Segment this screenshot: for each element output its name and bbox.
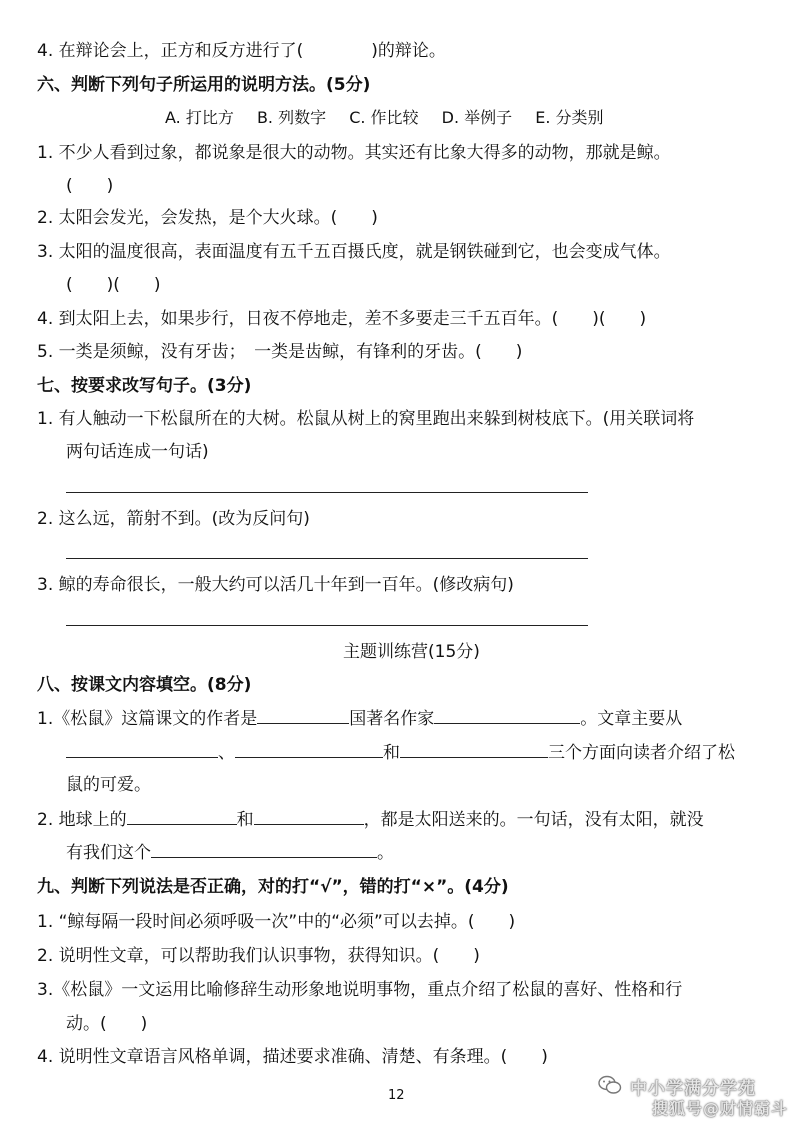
s8-item-1-cont bbox=[66, 741, 735, 764]
author-name-blank[interactable] bbox=[434, 707, 580, 724]
s6-item-3-answer[interactable]: ( )( ) bbox=[66, 275, 161, 295]
option-d: D. 举例子 bbox=[441, 108, 513, 127]
s9-item-4: 4. 说明性文章语言风格单调，描述要求准确、清楚、有条理。( ) bbox=[37, 1047, 548, 1067]
s8-2-text-b: ，都是太阳送来的。一句话，没有太阳，就没 bbox=[363, 810, 704, 830]
s8-1-sep-b: 和 bbox=[383, 743, 400, 763]
earth-blank-2[interactable] bbox=[254, 808, 364, 825]
question-5-4: 4. 在辩论会上，正方和反方进行了( )的辩论。 bbox=[37, 41, 446, 61]
watermark-line-1: 中小学满分学苑 bbox=[630, 1079, 756, 1099]
s8-1-sep-a: 、 bbox=[218, 743, 235, 763]
s6-item-1: 1. 不少人看到过象，都说象是很大的动物。其实还有比象大得多的动物，那就是鲸。 bbox=[37, 143, 671, 163]
option-e: E. 分类别 bbox=[535, 108, 604, 127]
option-c: C. 作比较 bbox=[349, 108, 419, 127]
aspect-blank-3[interactable] bbox=[400, 741, 548, 758]
option-b: B. 列数字 bbox=[256, 108, 327, 127]
section-7-title: 七、按要求改写句子。(3分) bbox=[37, 376, 252, 396]
earth-blank-1[interactable] bbox=[127, 808, 237, 825]
theme-camp-title: 主题训练营(15分) bbox=[343, 642, 480, 662]
section-6-title: 六、判断下列句子所运用的说明方法。(5分) bbox=[37, 75, 371, 95]
option-a: A. 打比方 bbox=[165, 108, 234, 127]
s9-item-2: 2. 说明性文章，可以帮助我们认识事物，获得知识。( ) bbox=[37, 946, 480, 966]
s6-item-3: 3. 太阳的温度很高，表面温度有五千五百摄氏度，就是钢铁碰到它，也会变成气体。 bbox=[37, 242, 671, 262]
s7-item-1: 1. 有人触动一下松鼠所在的大树。松鼠从树上的窝里跑出来躲到树枝底下。(用关联词将 bbox=[37, 409, 695, 429]
s8-1-text-a: 1.《松鼠》这篇课文的作者是 bbox=[37, 709, 258, 729]
s8-2-text-c: 有我们这个 bbox=[66, 843, 151, 863]
s7-answer-line-1[interactable] bbox=[66, 492, 588, 493]
s6-item-5: 5. 一类是须鲸，没有牙齿； 一类是齿鲸，有锋利的牙齿。( ) bbox=[37, 342, 523, 362]
s8-item-2-cont bbox=[66, 841, 394, 864]
s9-item-3-cont: 动。( ) bbox=[66, 1014, 148, 1034]
section-6-options bbox=[165, 107, 622, 129]
aspect-blank-2[interactable] bbox=[235, 741, 383, 758]
s9-item-3: 3.《松鼠》一文运用比喻修辞生动形象地说明事物，重点介绍了松鼠的喜好、性格和行 bbox=[37, 980, 683, 1000]
s9-item-1: 1. “鲸每隔一段时间必须呼吸一次”中的“必须”可以去掉。( ) bbox=[37, 912, 516, 932]
section-9-title: 九、判断下列说法是否正确，对的打“√”，错的打“×”。(4分) bbox=[37, 877, 509, 897]
s8-item-2 bbox=[37, 808, 704, 831]
s7-answer-line-2[interactable] bbox=[66, 558, 588, 559]
section-8-title: 八、按课文内容填空。(8分) bbox=[37, 675, 252, 695]
s7-item-3: 3. 鲸的寿命很长，一般大约可以活几十年到一百年。(修改病句) bbox=[37, 575, 514, 595]
wechat-icon bbox=[598, 1074, 622, 1096]
s7-answer-line-3[interactable] bbox=[66, 625, 588, 626]
s8-2-text-a: 2. 地球上的 bbox=[37, 810, 127, 830]
s6-item-1-answer[interactable]: ( ) bbox=[66, 176, 114, 196]
s8-2-sep: 和 bbox=[236, 810, 254, 830]
page-number: 12 bbox=[388, 1088, 405, 1103]
s8-2-text-d: 。 bbox=[377, 843, 394, 863]
s8-item-1-end: 鼠的可爱。 bbox=[66, 775, 151, 795]
s8-1-text-d: 三个方面向读者介绍了松 bbox=[548, 743, 735, 763]
s7-item-1-cont: 两句话连成一句话) bbox=[66, 442, 209, 462]
author-blank[interactable] bbox=[257, 707, 349, 724]
watermark-line-2: 搜狐号@财情霸斗 bbox=[652, 1099, 789, 1118]
s6-item-2: 2. 太阳会发光，会发热，是个大火球。( ) bbox=[37, 208, 378, 228]
s8-item-1 bbox=[37, 707, 682, 730]
world-blank[interactable] bbox=[151, 841, 377, 858]
aspect-blank-1[interactable] bbox=[66, 741, 218, 758]
s6-item-4: 4. 到太阳上去，如果步行，日夜不停地走，差不多要走三千五百年。( )( ) bbox=[37, 309, 647, 329]
s8-1-text-c: 。文章主要从 bbox=[580, 709, 683, 729]
s8-1-text-b: 国著名作家 bbox=[349, 709, 435, 729]
s7-item-2: 2. 这么远，箭射不到。(改为反问句) bbox=[37, 509, 310, 529]
